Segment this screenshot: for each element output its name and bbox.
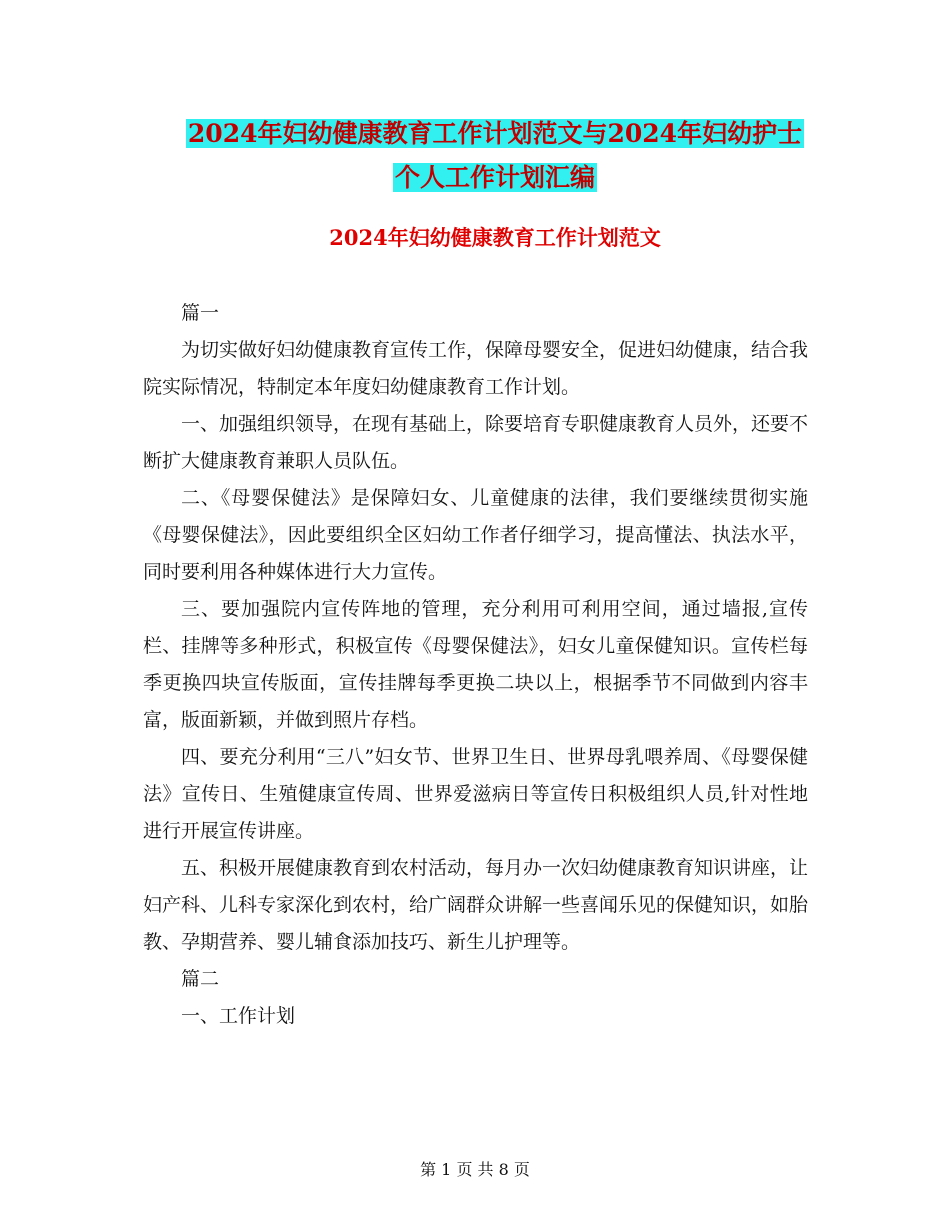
page-footer: 第 1 页 共 8 页 bbox=[420, 1160, 530, 1179]
paragraph: 四、要充分利用“三八”妇女节、世界卫生日、世界母乳喂养周、《母婴保健法》宣传日、生殖健康宣传周、世界爱滋病日等宣传日积极组织人员,针对性地进行开展宣传讲座。 bbox=[143, 746, 808, 842]
paragraph: 一、加强组织领导，在现有基础上，除要培育专职健康教育人员外，还要不断扩大健康教育兼职人员队伍。 bbox=[143, 413, 809, 472]
title-line-1: 2024年妇幼健康教育工作计划范文与2024年妇幼护士 bbox=[187, 119, 803, 148]
section-title: 2024年妇幼健康教育工作计划范文 bbox=[329, 225, 661, 250]
document-title bbox=[140, 112, 850, 200]
paragraph: 五、积极开展健康教育到农村活动，每月办一次妇幼健康教育知识讲座，让妇产科、儿科专家深化到农村，给广阔群众讲解一些喜闻乐见的保健知识，如胎教、孕期营养、婴儿辅食添加技巧、新生儿护理等。 bbox=[143, 857, 809, 953]
paragraph: 为切实做好妇幼健康教育宣传工作，保障母婴安全，促进妇幼健康，结合我院实际情况，特制定本年度妇幼健康教育工作计划。 bbox=[143, 339, 809, 398]
paragraph: 篇一 bbox=[181, 302, 220, 324]
paragraph: 篇二 bbox=[181, 968, 220, 990]
paragraph: 一、工作计划 bbox=[181, 1005, 296, 1027]
paragraph: 二、《母婴保健法》是保障妇女、儿童健康的法律，我们要继续贯彻实施《母婴保健法》，因此要组织全区妇幼工作者仔细学习，提高懂法、执法水平，同时要利用各种媒体进行大力宣传。 bbox=[143, 487, 808, 583]
paragraph: 三、要加强院内宣传阵地的管理，充分利用可利用空间，通过墙报,宣传栏、挂牌等多种形式，积极宣传《母婴保健法》，妇女儿童保健知识。宣传栏每季更换四块宣传版面，宣传挂牌每季更换二块以上，根据季节不同做到内容丰富，版面新颖，并做到照片存档。 bbox=[143, 598, 808, 731]
document-body bbox=[143, 295, 808, 1035]
title-line-2: 个人工作计划汇编 bbox=[394, 163, 595, 192]
